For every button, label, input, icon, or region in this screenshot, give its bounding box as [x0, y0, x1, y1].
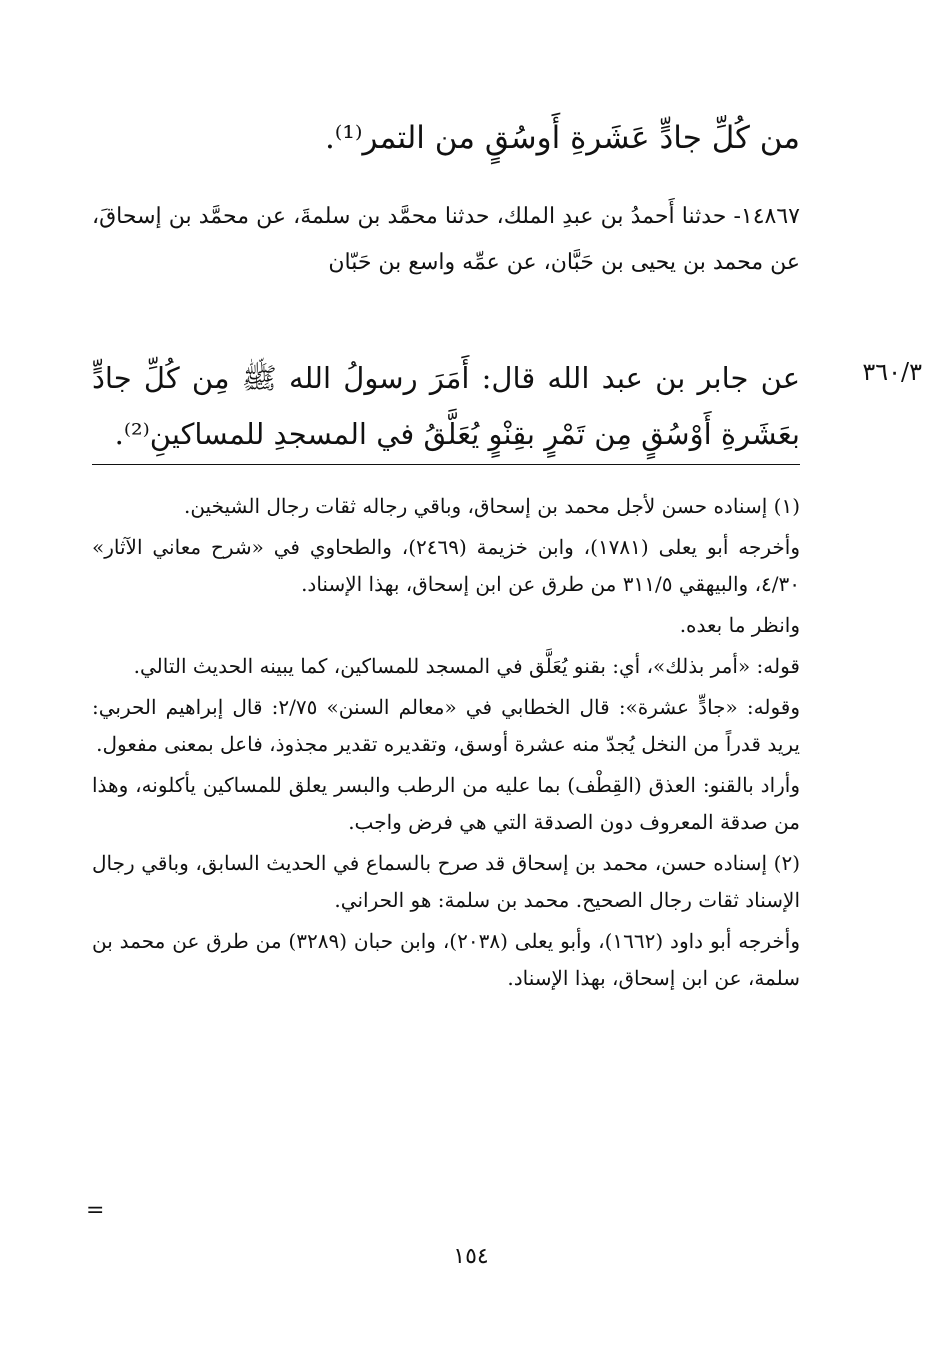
hadith-matn-block — [92, 350, 800, 465]
footnote-paragraph: (١) إسناده حسن لأجل محمد بن إسحاق، وباقي رجاله ثقات رجال الشيخين. — [183, 494, 800, 518]
continuation-mark: = — [86, 1198, 105, 1223]
footnote-paragraph: وأخرجه أبو داود (١٦٦٢)، وأبو يعلى (٢٠٣٨)، وابن حبان (٣٢٨٩) من طرق عن محمد بن سلمة، عن ابن إسحاق، بهذا الإسناد. — [92, 929, 800, 990]
footnote-paragraph: وانظر ما بعده. — [679, 613, 800, 637]
footnote-paragraph: (٢) إسناده حسن، محمد بن إسحاق قد صرح بالسماع في الحديث السابق، وباقي رجال الإسناد ثقات رجال الصحيح. محمد بن سلمة: هو الحراني. — [92, 851, 800, 912]
page-number: ١٥٤ — [453, 1244, 489, 1269]
hadith-isnad: ١٤٨٦٧- حدثنا أَحمدُ بن عبدِ الملك، حدثنا محمَّد بن سلمةَ، عن محمَّد بن إسحاقَ، عن محمد بن يحيى بن حَبَّان، عن عمِّه واسع بن حَبّان — [92, 204, 800, 275]
reference-number: ٣٦٠/٣ — [862, 358, 922, 386]
hadith-matn: عن جابر بن عبد الله قال: أَمَرَ رسولُ الله ﷺ مِن كُلِّ جادٍّ بعَشَرةِ أَوْسُقٍ مِن تَمْرٍ بقِنْوٍ يُعَلَّقُ في المسجدِ للمساكينِ⁽²⁾. — [92, 350, 800, 465]
footnote-paragraph: وقوله: «جادٍّ عشرة»: قال الخطابي في «معالم السنن» ٢/٧٥: قال إبراهيم الحربي: يريد قدراً من النخل يُجدّ منه عشرة أوسق، وتقديره تقدير مجذوذ، فاعل بمعنى مفعول. — [92, 695, 800, 756]
footnote-paragraph: وأراد بالقنو: العذق (القِطْف) بما عليه من الرطب والبسر يعلق للمساكين يأكلونه، وهذا من صدقة المعروف دون الصدقة التي هي فرض واجب. — [92, 773, 800, 834]
footnotes — [92, 488, 800, 1001]
footnote-paragraph: قوله: «أمر بذلك»، أي: بقنو يُعَلَّق في المسجد للمساكين، كما يبينه الحديث التالي. — [133, 654, 800, 678]
continued-hadith-text: من كُلِّ جادٍّ عَشَرةِ أَوسُقٍ من التمر⁽¹⁾. — [324, 120, 800, 156]
footnote-paragraph: وأخرجه أبو يعلى (١٧٨١)، وابن خزيمة (٢٤٦٩)، والطحاوي في «شرح معاني الآثار» ٤/٣٠، والبيهقي ٣١١/٥ من طرق عن ابن إسحاق، بهذا الإسناد. — [92, 535, 800, 596]
